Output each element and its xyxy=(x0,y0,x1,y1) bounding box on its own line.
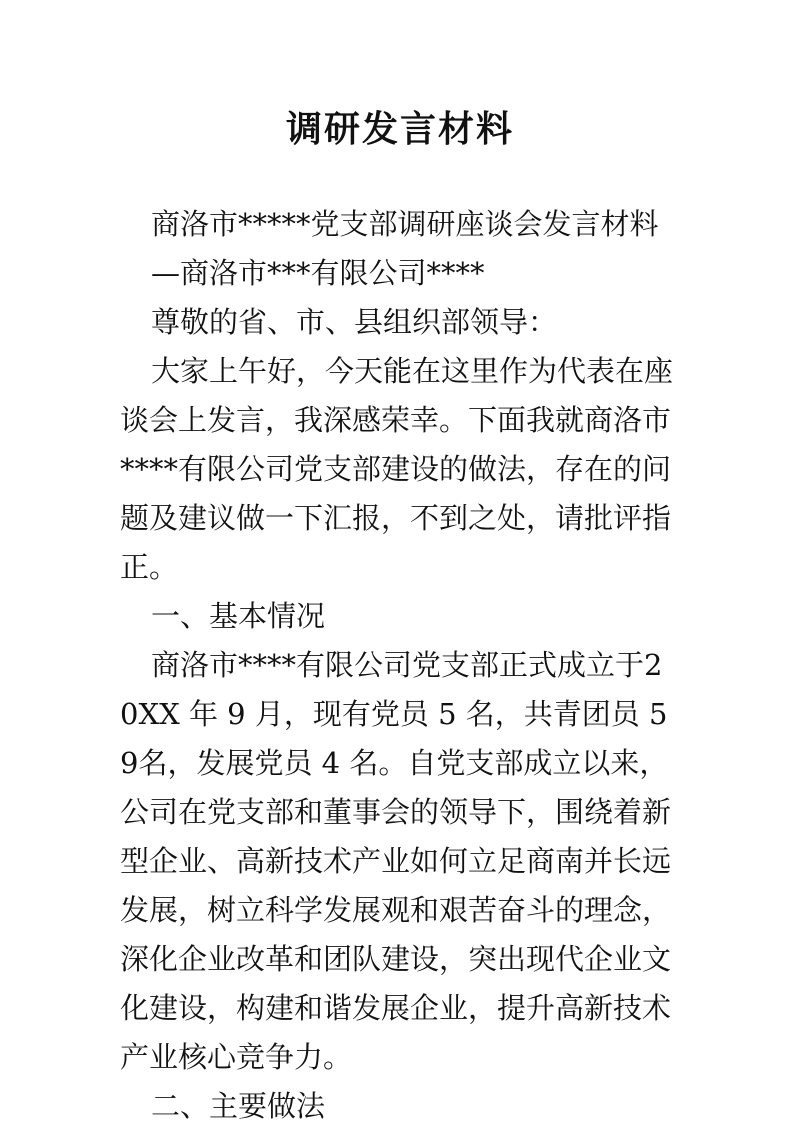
basic-situation-paragraph: 商洛市****有限公司党支部正式成立于20XX 年 9 月，现有党员 5 名，共青团员 59名，发展党员 4 名。自党支部成立以来，公司在党支部和董事会的领导下，围绕着新型企业、高新技术产业如何立足商南并长远发展，树立科学发展观和艰苦奋斗的理念，深化企业改革和团队建设，突出现代企业文化建设，构建和谐发展企业，提升高新技术产业核心竞争力。 xyxy=(120,648,672,1074)
section-heading-basic: 一、基本情况 xyxy=(151,599,326,633)
intro-paragraph: 大家上午好，今天能在这里作为代表在座谈会上发言，我深感荣幸。下面我就商洛市****有限公司党支部建设的做法，存在的问题及建议做一下汇报，不到之处，请批评指正。 xyxy=(120,354,674,584)
company-line: —商洛市***有限公司**** xyxy=(151,256,485,290)
document-body xyxy=(120,200,680,1131)
section-heading-main-practices: 二、主要做法 xyxy=(151,1089,326,1123)
salutation: 尊敬的省、市、县组织部领导： xyxy=(151,305,558,339)
meeting-heading: 商洛市*****党支部调研座谈会发言材料 xyxy=(151,207,659,241)
document-title: 调研发言材料 xyxy=(285,108,514,150)
